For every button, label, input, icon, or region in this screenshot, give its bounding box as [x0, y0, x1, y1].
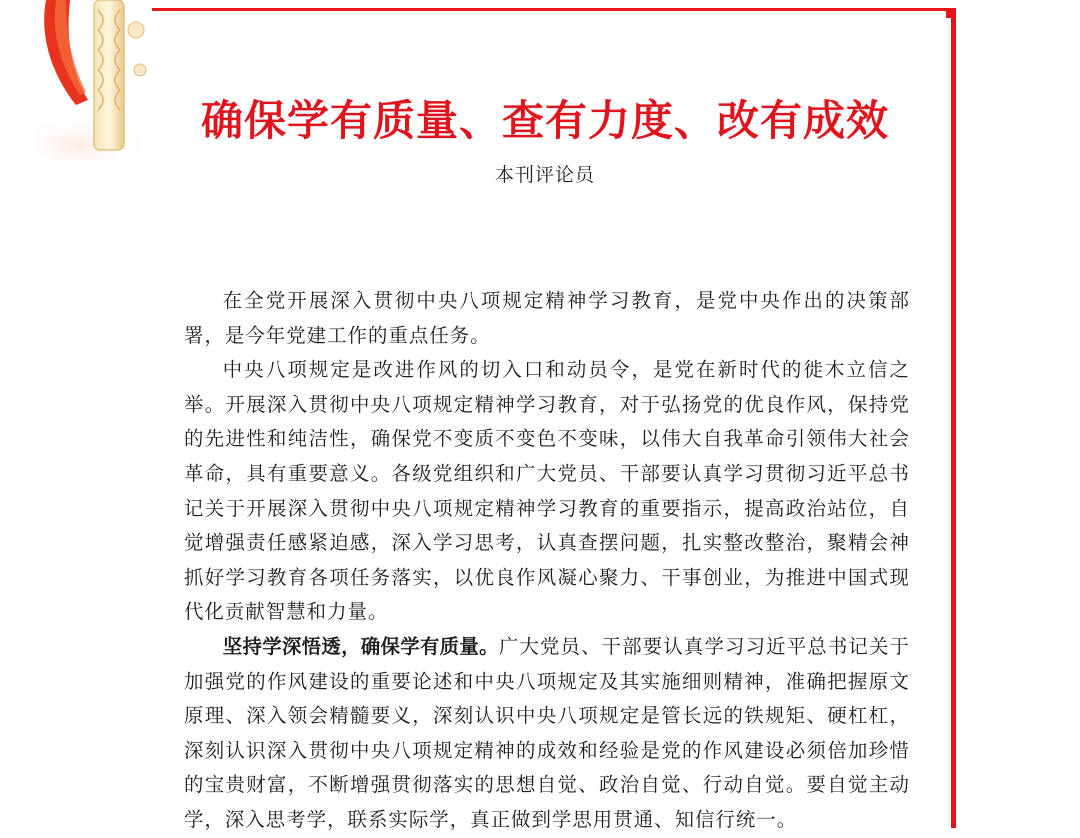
lantern-ornament	[36, 0, 156, 160]
paragraph	[184, 284, 910, 353]
article-body	[184, 284, 910, 838]
frame-corner-mark	[946, 8, 956, 18]
article-title: 确保学有质量、查有力度、改有成效	[200, 96, 889, 145]
paragraph-text: 中央八项规定是改进作风的切入口和动员令，是党在新时代的徙木立信之举。开展深入贯彻中央八项规定精神学习教育，对于弘扬党的优良作风，保持党的先进性和纯洁性，确保党不变质不变色不变味，以伟大自我革命引领伟大社会革命，具有重要意义。各级党组织和广大党员、干部要认真学习贯彻习近平总书记关于开展深入贯彻中央八项规定精神学习教育的重要指示，提高政治站位，自觉增强责任感紧迫感，深入学习思考，认真查摆问题，扎实整改整治，聚精会神抓好学习教育各项任务落实，以优良作风凝心聚力、干事创业，为推进中国式现代化贡献智慧和力量。	[184, 358, 910, 624]
paragraph-text: 广大党员、干部要认真学习习近平总书记关于加强党的作风建设的重要论述和中央八项规定及其实施细则精神，准确把握原文原理、深入领会精髓要义，深刻认识中央八项规定是管长远的铁规矩、硬杠杠，深刻认识深入贯彻中央八项规定精神的成效和经验是党的作风建设必须倍加珍惜的宝贵财富，不断增强贯彻落实的思想自觉、政治自觉、行动自觉。要自觉主动学，深入思考学，联系实际学，真正做到学思用贯通、知信行统一。	[184, 634, 910, 831]
paragraph	[184, 630, 910, 838]
paragraph	[184, 353, 910, 630]
article-byline: 本刊评论员	[494, 164, 595, 186]
paragraph-lead: 坚持学深悟透，确保学有质量。	[222, 634, 499, 658]
paragraph-text: 在全党开展深入贯彻中央八项规定精神学习教育，是党中央作出的决策部署，是今年党建工作的重点任务。	[184, 289, 910, 347]
